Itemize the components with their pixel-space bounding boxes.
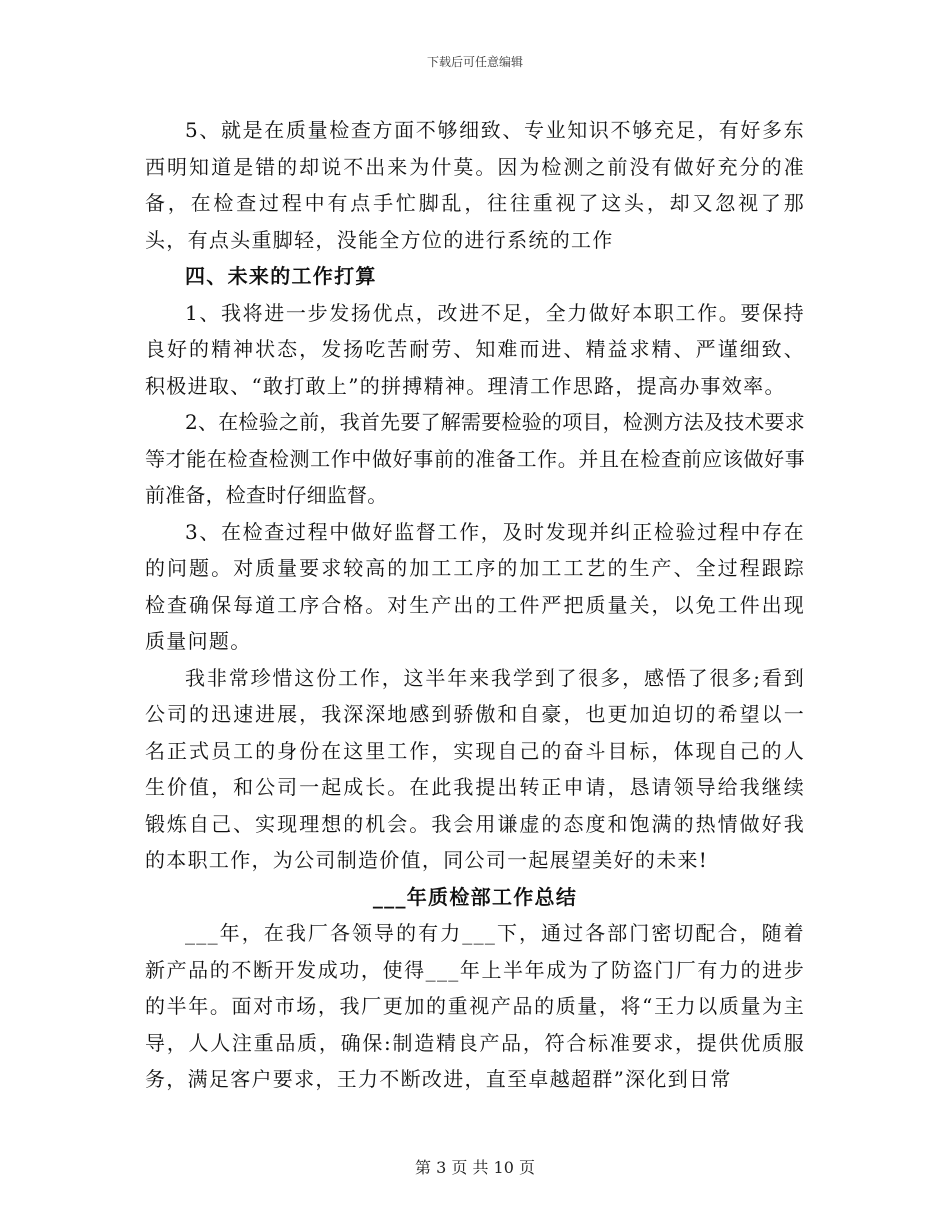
paragraph-summary-intro: ___年，在我厂各领导的有力___下，通过各部门密切配合，随着新产品的不断开发成功，使得___年上半年成为了防盗门厂有力的进步的半年。面对市场，我厂更加的重视产品的质量，将“王力以质量为主导，人人注重品质，确保:制造精良产品，符合标准要求，提供优质服务，满足客户要求，王力不断改进，直至卓越超群”深化到日常 bbox=[145, 921, 805, 1091]
paragraph-plan-1: 1、我将进一步发扬优点，改进不足，全力做好本职工作。要保持良好的精神状态，发扬吃苦耐劳、知难而进、精益求精、严谨细致、积极进取、“敢打敢上”的拼搏精神。理清工作思路，提高办事效率。 bbox=[145, 300, 805, 398]
section-heading-future-plan: 四、未来的工作打算 bbox=[185, 264, 377, 288]
document-body bbox=[145, 112, 805, 1098]
paragraph-plan-3: 3、在检查过程中做好监督工作，及时发现并纠正检验过程中存在的问题。对质量要求较高的加工工序的加工工艺的生产、全过程跟踪检查确保每道工序合格。对生产出的工件严把质量关，以免工件出现质量问题。 bbox=[145, 519, 805, 653]
paragraph-plan-2: 2、在检验之前，我首先要了解需要检验的项目，检测方法及技术要求等才能在检查检测工作中做好事前的准备工作。并且在检查前应该做好事前准备，检查时仔细监督。 bbox=[145, 410, 805, 507]
page-header: 下载后可任意编辑 bbox=[426, 55, 523, 69]
document-title: ___年质检部工作总结 bbox=[372, 884, 578, 909]
paragraph-item-5: 5、就是在质量检查方面不够细致、专业知识不够充足，有好多东西明知道是错的却说不出来为什莫。因为检测之前没有做好充分的准备，在检查过程中有点手忙脚乱，往往重视了这头，却又忽视了那头，有点头重脚轻，没能全方位的进行系统的工作 bbox=[145, 118, 805, 252]
page-footer: 第 3 页 共 10 页 bbox=[415, 1158, 535, 1177]
paragraph-closing: 我非常珍惜这份工作，这半年来我学到了很多，感悟了很多;看到公司的迅速进展，我深深地感到骄傲和自豪，也更加迫切的希望以一名正式员工的身份在这里工作，实现自己的奋斗目标，体现自己的人生价值，和公司一起成长。在此我提出转正申请，恳请领导给我继续锻炼自己、实现理想的机会。我会用谦虚的态度和饱满的热情做好我的本职工作，为公司制造价值，同公司一起展望美好的未来! bbox=[145, 665, 805, 872]
